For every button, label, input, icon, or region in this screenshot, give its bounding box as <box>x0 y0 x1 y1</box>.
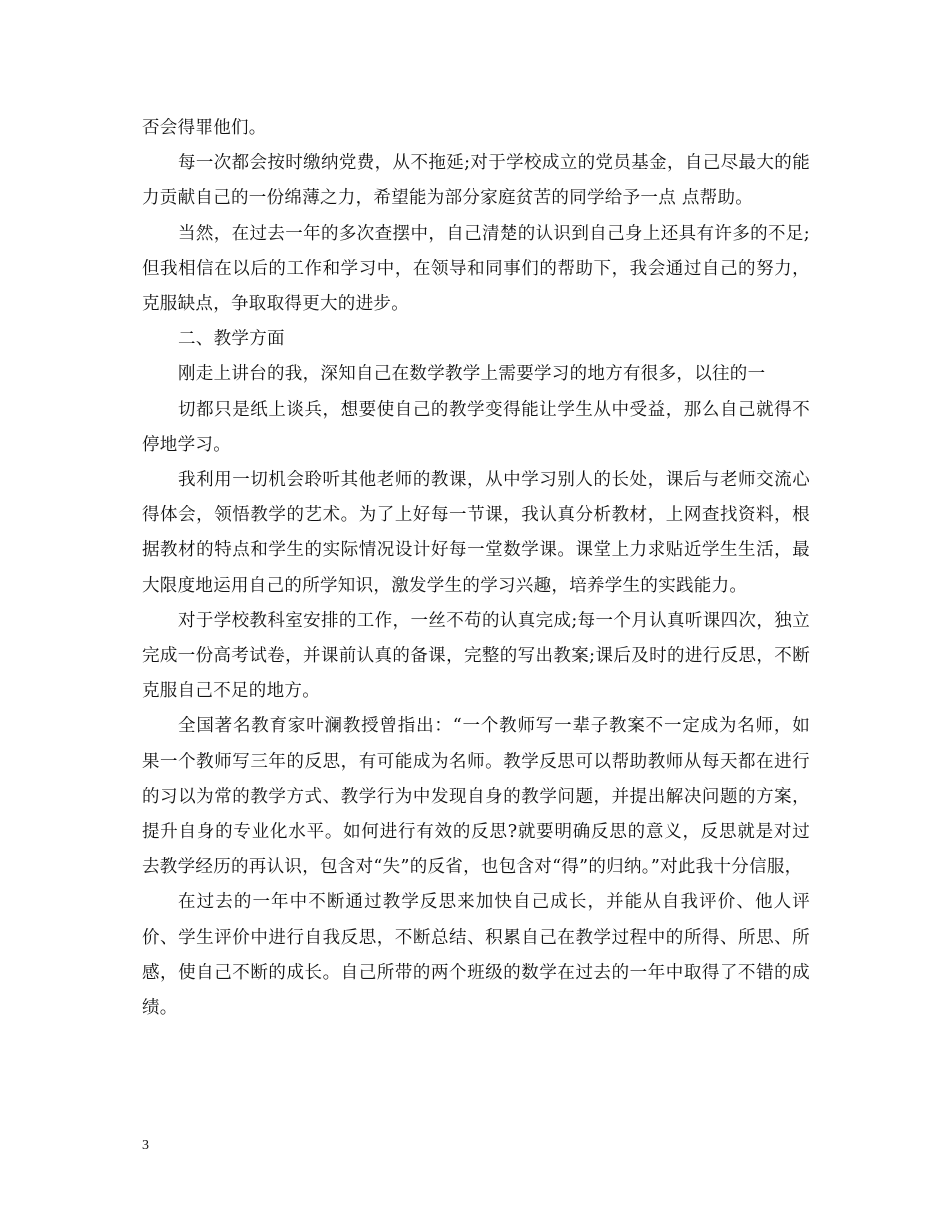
section-heading: 二、教学方面 <box>178 329 285 350</box>
paragraph-8: 对于学校教科室安排的工作，一丝不苟的认真完成;每一个月认真听课四次，独立完成一份高考试卷，并课前认真的备课，完整的写出教案;课后及时的进行反思，不断克服自己不足的地方。 <box>142 610 810 702</box>
page-number: 3 <box>142 1138 149 1153</box>
paragraph-2: 每一次都会按时缴纳党费，从不拖延;对于学校成立的党员基金，自己尽最大的能力贡献自己的一份绵薄之力，希望能为部分家庭贫苦的同学给予一点 点帮助。 <box>142 153 810 209</box>
paragraph-3: 当然，在过去一年的多次查摆中，自己清楚的认识到自己身上还具有许多的不足;但我相信在以后的工作和学习中，在领导和同事们的帮助下，我会通过自己的努力，克服缺点，争取取得更大的进步。 <box>142 223 810 315</box>
paragraph-7: 我利用一切机会聆听其他老师的教课，从中学习别人的长处，课后与老师交流心得体会，领悟教学的艺术。为了上好每一节课，我认真分析教材，上网查找资料，根据教材的特点和学生的实际情况设计好每一堂数学课。课堂上力求贴近学生生活，最大限度地运用自己的所学知识，激发学生的学习兴趣，培养学生的实践能力。 <box>142 470 810 596</box>
paragraph-1: 否会得罪他们。 <box>142 118 267 138</box>
body-text <box>142 111 810 1026</box>
paragraph-9: 全国著名教育家叶澜教授曾指出：“一个教师写一辈子教案不一定成为名师，如果一个教师写三年的反思，有可能成为名师。教学反思可以帮助教师从每天都在进行的习以为常的教学方式、教学行为中发现自身的教学问题，并提出解决问题的方案，提升自身的专业化水平。如何进行有效的反思?就要明确反思的意义，反思就是对过去教学经历的再认识，包含对“失”的反省，也包含对“得”的归纳。”对此我十分信服， <box>142 716 810 878</box>
paragraph-10: 在过去的一年中不断通过教学反思来加快自己成长，并能从自我评价、他人评价、学生评价中进行自我反思，不断总结、积累自己在教学过程中的所得、所思、所感，使自己不断的成长。自己所带的两个班级的数学在过去的一年中取得了不错的成绩。 <box>142 892 810 1019</box>
paragraph-6: 切都只是纸上谈兵，想要使自己的教学变得能让学生从中受益，那么自己就得不停地学习。 <box>142 399 810 455</box>
paragraph-5: 刚走上讲台的我，深知自己在数学教学上需要学习的地方有很多，以往的一 <box>178 364 766 385</box>
